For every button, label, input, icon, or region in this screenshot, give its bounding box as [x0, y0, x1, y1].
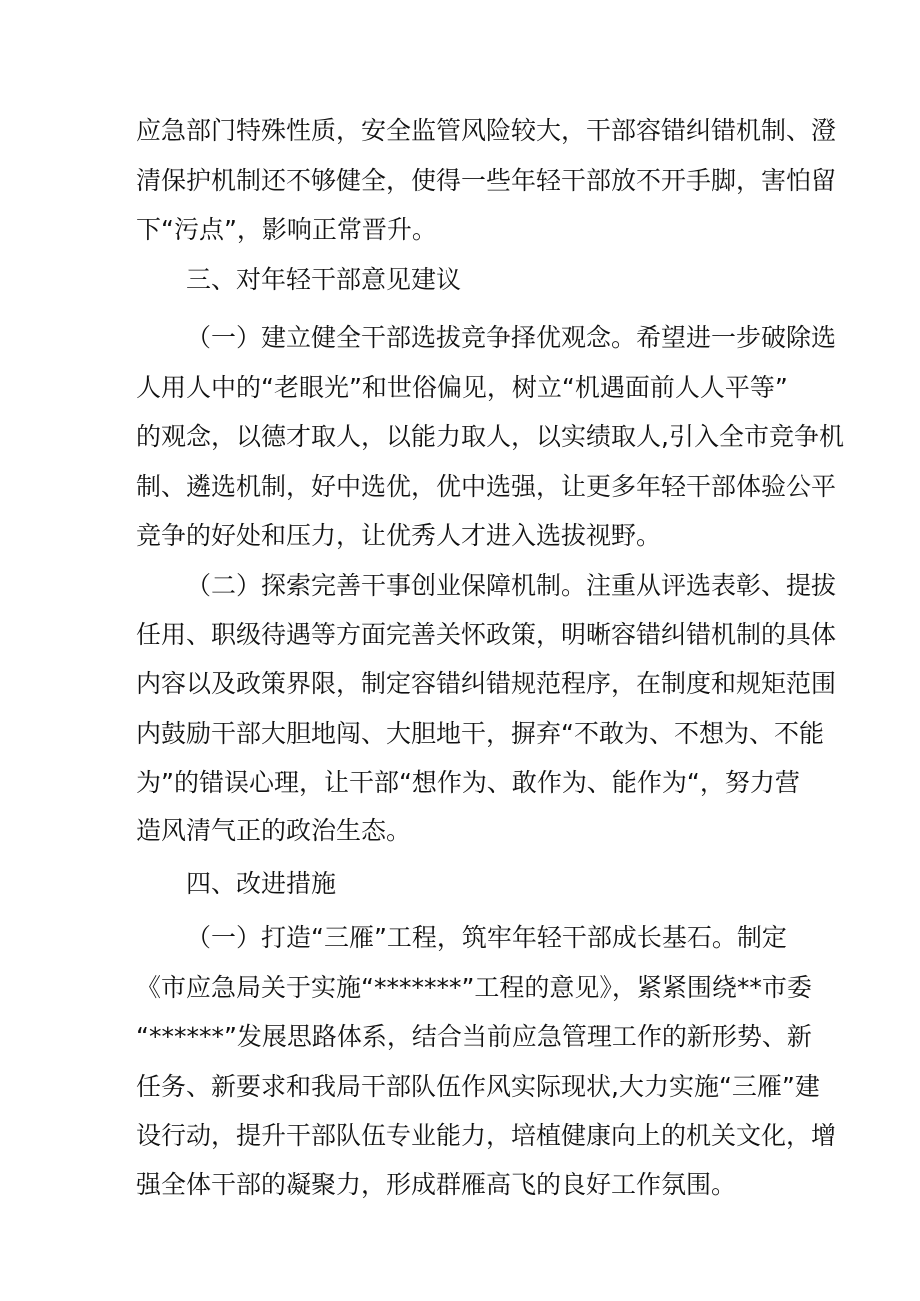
body-text-line: 下“污点”，影响正常晋升。	[136, 215, 437, 244]
body-text-line: 清保护机制还不够健全，使得一些年轻干部放不开手脚，害怕留	[136, 166, 837, 195]
body-text-line: 内鼓励干部大胆地闯、大胆地干，摒弃“不敢为、不想为、不能	[136, 719, 824, 748]
paragraph-heading-line: （二）探索完善干事创业保障机制。注重从评选表彰、提拔	[186, 571, 837, 600]
body-text-line: 的观念，以德才取人，以能力取人，以实绩取人,引入全市竞争机	[136, 422, 844, 451]
body-text-line: 为”的错误心理，让干部“想作为、敢作为、能作为“，努力营	[136, 768, 800, 797]
body-text-line: 任用、职级待遇等方面完善关怀政策，明晰容错纠错机制的具体	[136, 620, 837, 649]
body-text-line: “******”发展思路体系，结合当前应急管理工作的新形势、新	[136, 1022, 812, 1051]
body-text-line: 竞争的好处和压力，让优秀人才进入选拔视野。	[136, 521, 662, 550]
body-text-line: 设行动，提升干部队伍专业能力，培植健康向上的机关文化，增	[136, 1121, 837, 1150]
body-text-line: 《市应急局关于实施“*******”工程的意见》，紧紧围绕**市委	[136, 973, 812, 1002]
body-text-line: 内容以及政策界限，制定容错纠错规范程序，在制度和规矩范围	[136, 669, 837, 698]
body-text-line: 人用人中的“老眼光”和世俗偏见，树立“机遇面前人人平等”	[136, 373, 788, 402]
section-heading-3: 三、对年轻干部意见建议	[186, 265, 462, 294]
paragraph-heading-line: （一）打造“三雁”工程，筑牢年轻干部成长基石。制定	[186, 923, 787, 952]
body-text-line: 任务、新要求和我局干部队伍作风实际现状,大力实施“三雁”建	[136, 1072, 820, 1101]
body-text-line: 造风清气正的政治生态。	[136, 816, 412, 845]
section-heading-4: 四、改进措施	[186, 869, 337, 898]
body-text-line: 应急部门特殊性质，安全监管风险较大，干部容错纠错机制、澄	[136, 116, 837, 145]
body-text-line: 制、遴选机制，好中选优，优中选强，让更多年轻干部体验公平	[136, 472, 837, 501]
body-text-line: 强全体干部的凝聚力，形成群雁高飞的良好工作氛围。	[136, 1170, 737, 1199]
paragraph-heading-line: （一）建立健全干部选拔竞争择优观念。希望进一步破除选	[186, 323, 837, 352]
